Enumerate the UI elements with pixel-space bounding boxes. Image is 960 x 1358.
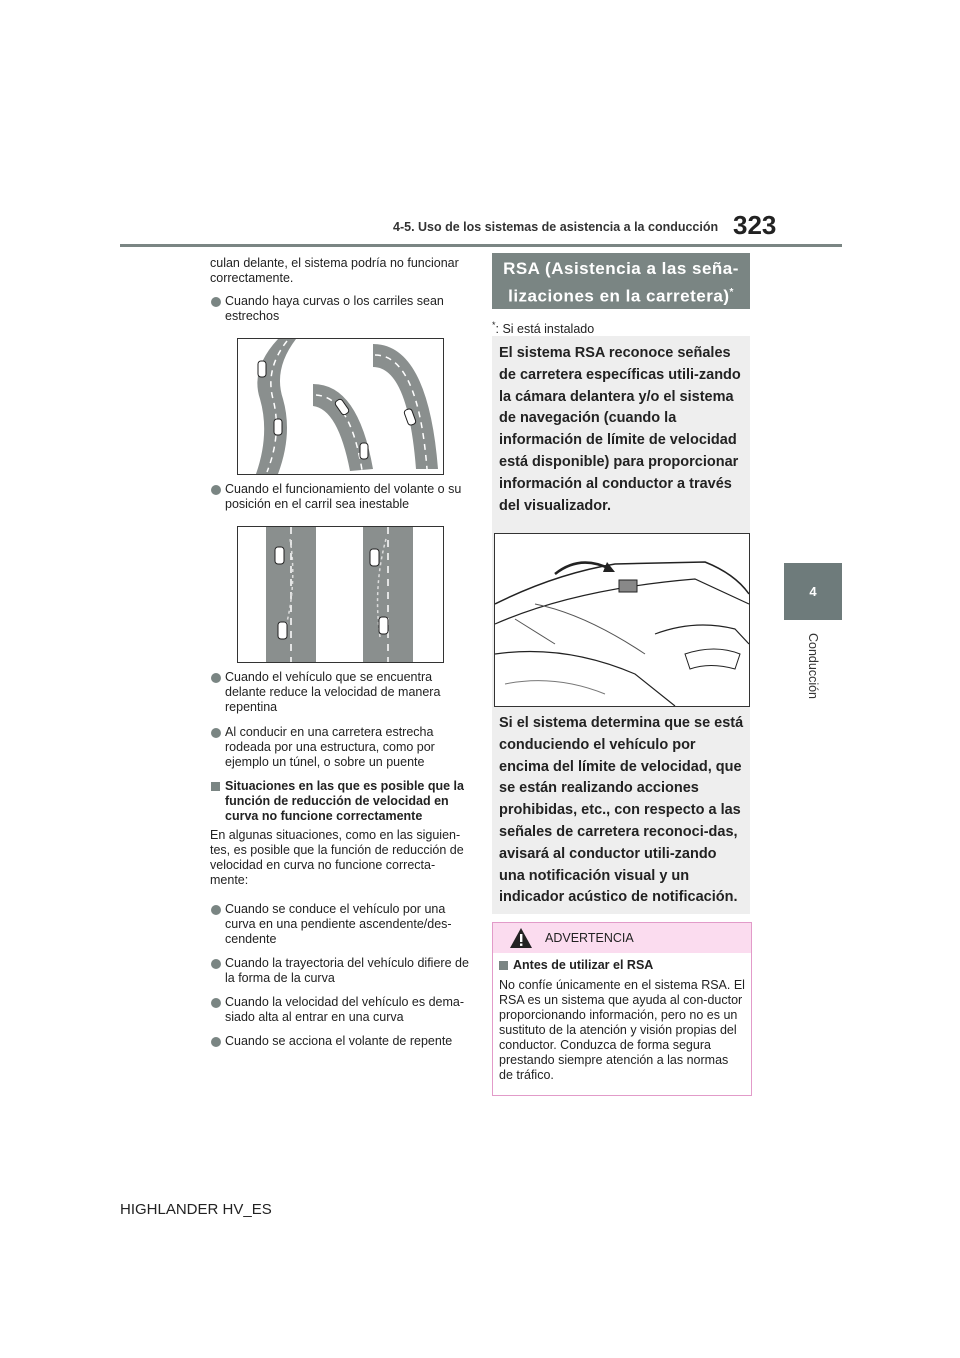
windshield-drawing xyxy=(495,534,749,706)
bullet-dot xyxy=(211,1037,221,1047)
rsa-heading-line1: RSA (Asistencia a las seña- xyxy=(503,259,739,278)
footnote-text: : Si está instalado xyxy=(495,322,595,337)
curves-drawing xyxy=(238,339,443,474)
chapter-label-text: Conducción xyxy=(806,632,820,700)
bullet-text: Cuando la trayectoria del vehículo difiere de la forma de la curva xyxy=(225,956,469,985)
bullet-text: Al conducir en una carretera estrecha rodeada por una estructura, como por ejemplo un túnel, o sobre un puente xyxy=(225,725,435,769)
body-paragraph: En algunas situaciones, como en las siguien-tes, es posible que la función de reducción de velocidad en curva no funcione correcta-mente: xyxy=(210,828,464,887)
bullet-text: Cuando haya curvas o los carriles sean estrechos xyxy=(225,294,444,323)
bullet-item xyxy=(225,1034,470,1049)
section-title: 4-5. Uso de los sistemas de asistencia a la conducción xyxy=(393,220,719,234)
lane-instability-illustration xyxy=(237,526,444,663)
subheading xyxy=(225,779,470,824)
subheading-text: Situaciones en las que es posible que la función de reducción de velocidad en curva no funcione correctamente xyxy=(225,779,464,823)
bullet-dot xyxy=(211,998,221,1008)
bullet-item xyxy=(225,482,470,512)
bullet-item xyxy=(225,725,470,770)
bullet-text: Cuando la velocidad del vehículo es dema-siado alta al entrar en una curva xyxy=(225,995,465,1024)
bullet-text: Cuando el vehículo que se encuentra delante reduce la velocidad de manera repentina xyxy=(225,670,441,714)
warning-triangle-icon xyxy=(509,927,533,949)
warning-text: No confíe únicamente en el sistema RSA. El RSA es un sistema que ayuda al con-ductor proporcionando información, pero no es un sustituto de la atención y visión propias del conductor. Conduzca de forma segura prestando siempre atención a las normas de tráfico. xyxy=(499,978,745,1082)
bullet-dot xyxy=(211,297,221,307)
bullet-dot xyxy=(211,959,221,969)
bullet-text: Cuando el funcionamiento del volante o su posición en el carril sea inestable xyxy=(225,482,462,511)
warning-subheading xyxy=(513,958,653,972)
chapter-label xyxy=(780,630,846,710)
header-divider xyxy=(120,244,842,247)
bullet-dot xyxy=(211,905,221,915)
footnote-mark: * xyxy=(729,287,734,298)
warning-title: ADVERTENCIA xyxy=(545,931,634,945)
rsa-warning-description: Si el sistema determina que se está conduciendo el vehículo por encima del límite de velocidad, que se están realizando acciones prohibidas, etc., con respecto a las señales de carretera reconoci-das, avisará al conductor utili-zando una notificación visual y un indicador acústico de notificación. xyxy=(499,715,744,906)
square-bullet xyxy=(499,961,508,970)
rsa-heading-line2-wrap xyxy=(492,281,750,309)
bullet-item xyxy=(225,902,470,947)
square-bullet xyxy=(211,782,220,791)
bullet-item xyxy=(225,294,470,324)
bullet-dot xyxy=(211,728,221,738)
rsa-heading xyxy=(492,253,750,309)
bullet-text: Cuando se acciona el volante de repente xyxy=(225,1034,453,1048)
intro-text: culan delante, el sistema podría no funcionar correctamente. xyxy=(210,256,459,285)
lane-drawing xyxy=(238,527,443,662)
bullet-item xyxy=(225,956,470,986)
bullet-item xyxy=(225,995,470,1025)
curves-illustration xyxy=(237,338,444,475)
rsa-heading-line2: lizaciones en la carretera) xyxy=(508,286,730,306)
model-footer: HIGHLANDER HV_ES xyxy=(120,1201,272,1218)
rsa-description: El sistema RSA reconoce señales de carretera específicas utili-zando la cámara delantera y/o el sistema de navegación (cuando la información de límite de velocidad está disponible) para proporcionar información al conductor a través del visualizador. xyxy=(499,345,741,514)
warning-box xyxy=(492,922,752,1096)
footnote-mark: * xyxy=(492,320,496,330)
bullet-dot xyxy=(211,485,221,495)
page-number: 323 xyxy=(733,210,777,240)
warning-subheading-text: Antes de utilizar el RSA xyxy=(513,958,654,972)
rsa-info-box xyxy=(492,336,750,914)
warning-header xyxy=(493,923,751,953)
bullet-item xyxy=(225,670,470,715)
bullet-text: Cuando se conduce el vehículo por una curva en una pendiente ascendente/des-cendente xyxy=(225,902,452,946)
bullet-dot xyxy=(211,673,221,683)
footnote xyxy=(492,320,594,336)
chapter-tab[interactable]: 4 xyxy=(784,563,842,620)
camera-location-illustration xyxy=(494,533,750,707)
